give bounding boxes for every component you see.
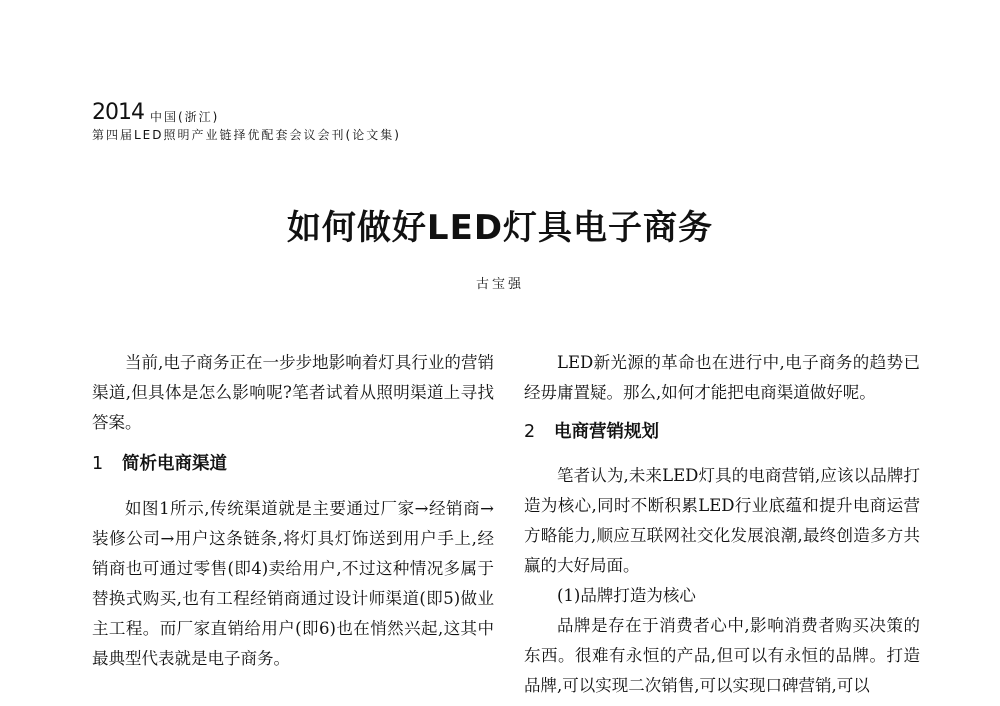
article-title: 如何做好LED灯具电子商务 bbox=[286, 208, 714, 248]
running-header bbox=[92, 100, 652, 143]
section-2-paragraph: 笔者认为,未来LED灯具的电商营销,应该以品牌打造为核心,同时不断积累LED行业底蕴和提升电商运营方略能力,顺应互联网社交化发展浪潮,最终创造多方共赢的大好局面。 bbox=[524, 466, 920, 575]
section-2-number: 2 bbox=[524, 422, 536, 442]
section-2-title: 电商营销规划 bbox=[554, 422, 659, 442]
right-intro-paragraph: LED新光源的革命也在进行中,电子商务的趋势已经毋庸置疑。那么,如何才能把电商渠道做好呢。 bbox=[524, 353, 920, 402]
header-year: 2014 bbox=[92, 100, 144, 125]
intro-paragraph: 当前,电子商务正在一步步地影响着灯具行业的营销渠道,但具体是怎么影响呢?笔者试着从照明渠道上寻找答案。 bbox=[92, 353, 494, 432]
subsection-paragraph: 品牌是存在于消费者心中,影响消费者购买决策的东西。很难有永恒的产品,但可以有永恒的品牌。打造品牌,可以实现二次销售,可以实现口碑营销,可以 bbox=[524, 616, 920, 695]
header-top-line bbox=[92, 100, 652, 124]
section-1-heading bbox=[92, 452, 494, 476]
section-1-title: 简析电商渠道 bbox=[122, 454, 227, 474]
section-1-number: 1 bbox=[92, 454, 104, 474]
header-conference: 第四届LED照明产业链择优配套会议会刊(论文集) bbox=[92, 128, 401, 142]
right-column bbox=[524, 348, 920, 701]
section-2-heading bbox=[524, 420, 920, 444]
subsection-title: (1)品牌打造为核心 bbox=[557, 586, 696, 605]
left-column bbox=[92, 348, 494, 674]
section-1-paragraph: 如图1所示,传统渠道就是主要通过厂家→经销商→装修公司→用户这条链条,将灯具灯饰送到用户手上,经销商也可通过零售(即4)卖给用户,不过这种情况多属于替换式购买,也有工程经销商通过设计师渠道(即5)做业主工程。而厂家直销给用户(即6)也在悄然兴起,这其中最典型代表就是电子商务。 bbox=[92, 499, 494, 668]
article-author: 古宝强 bbox=[475, 277, 524, 292]
header-location: 中国(浙江) bbox=[150, 110, 220, 124]
